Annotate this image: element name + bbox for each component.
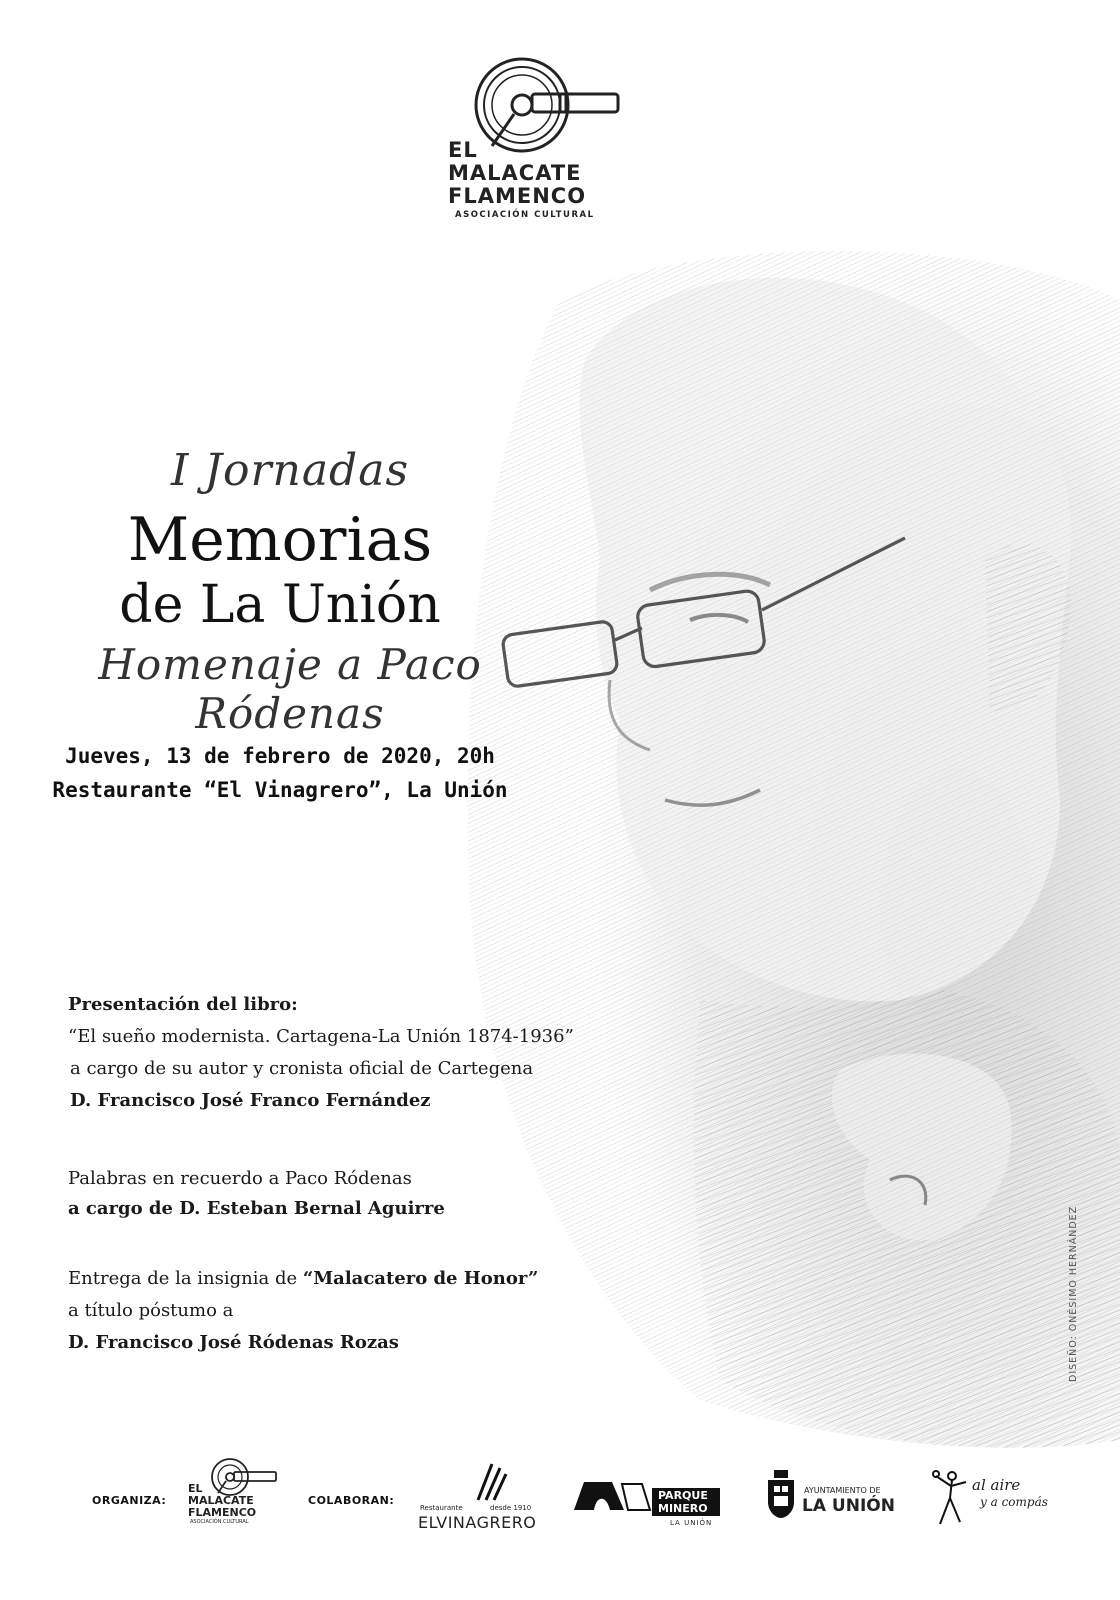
- logo-text-flamenco: FLAMENCO: [448, 184, 587, 208]
- logo-text-malacate: MALACATE: [448, 161, 582, 185]
- program-item3-award: “Malacatero de Honor”: [302, 1268, 539, 1289]
- alaire-dancer-icon: [930, 1468, 972, 1528]
- footer-logo-el: EL: [188, 1482, 203, 1495]
- ayuntamiento-shield-icon: [766, 1470, 796, 1520]
- ayuntamiento-line1: AYUNTAMIENTO DE: [804, 1486, 881, 1495]
- vinagrero-restaurante: Restaurante: [420, 1504, 463, 1512]
- vinagrero-name: ELVINAGRERO: [418, 1513, 537, 1532]
- program-item3-prefix: Entrega de la insignia de: [68, 1268, 303, 1289]
- vinagrero-logo-icon: [470, 1460, 510, 1504]
- parque-minero-line3: LA UNIÓN: [670, 1519, 713, 1527]
- logo-text-asociacion: ASOCIACIÓN CULTURAL: [455, 210, 595, 220]
- alaire-line1: al aire: [972, 1476, 1021, 1494]
- program-item1-person: D. Francisco José Franco Fernández: [70, 1090, 431, 1111]
- program-item2-line: Palabras en recuerdo a Paco Ródenas: [68, 1168, 412, 1189]
- program-item3-person: D. Francisco José Ródenas Rozas: [68, 1332, 399, 1353]
- title-line-1: Memorias: [127, 505, 433, 575]
- footer-logo-malacate: MALACATE: [188, 1494, 254, 1507]
- program-item1-heading: Presentación del libro:: [68, 994, 298, 1015]
- program-item1-by: a cargo de su autor y cronista oficial de Cartegena: [70, 1058, 534, 1079]
- event-date-time: Jueves, 13 de febrero de 2020, 20h: [65, 744, 495, 768]
- ayuntamiento-line2: LA UNIÓN: [802, 1496, 895, 1516]
- parque-minero-line2: MINERO: [658, 1502, 708, 1515]
- program-item3-line2: a título póstumo a: [68, 1300, 234, 1321]
- logo-text-el: EL: [448, 138, 478, 162]
- vinagrero-desde: desde 1910: [490, 1504, 532, 1512]
- event-venue: Restaurante “El Vinagrero”, La Unión: [52, 778, 508, 802]
- design-credit: DISEÑO: ONÉSIMO HERNÁNDEZ: [1068, 1205, 1079, 1382]
- footer-logo-asociacion: ASOCIACIÓN CULTURAL: [190, 1519, 249, 1525]
- footer-colaboran-label: COLABORAN:: [308, 1494, 395, 1507]
- program-item1-book: “El sueño modernista. Cartagena-La Unión 1874-1936”: [68, 1026, 574, 1047]
- parque-minero-line1: PARQUE: [658, 1489, 708, 1502]
- parque-minero-logo-icon: [572, 1478, 652, 1512]
- alaire-line2: y a compás: [980, 1495, 1048, 1509]
- title-edition: I Jornadas: [170, 445, 410, 496]
- program-item2-by: a cargo de D. Esteban Bernal Aguirre: [68, 1198, 445, 1219]
- program-item3-line: [68, 1270, 538, 1288]
- title-line-2: de La Unión: [119, 575, 441, 635]
- footer-organiza-label: ORGANIZA:: [92, 1494, 167, 1507]
- title-subtitle: Homenaje a Paco Ródenas: [98, 640, 482, 738]
- footer-logo-flamenco: FLAMENCO: [188, 1506, 257, 1519]
